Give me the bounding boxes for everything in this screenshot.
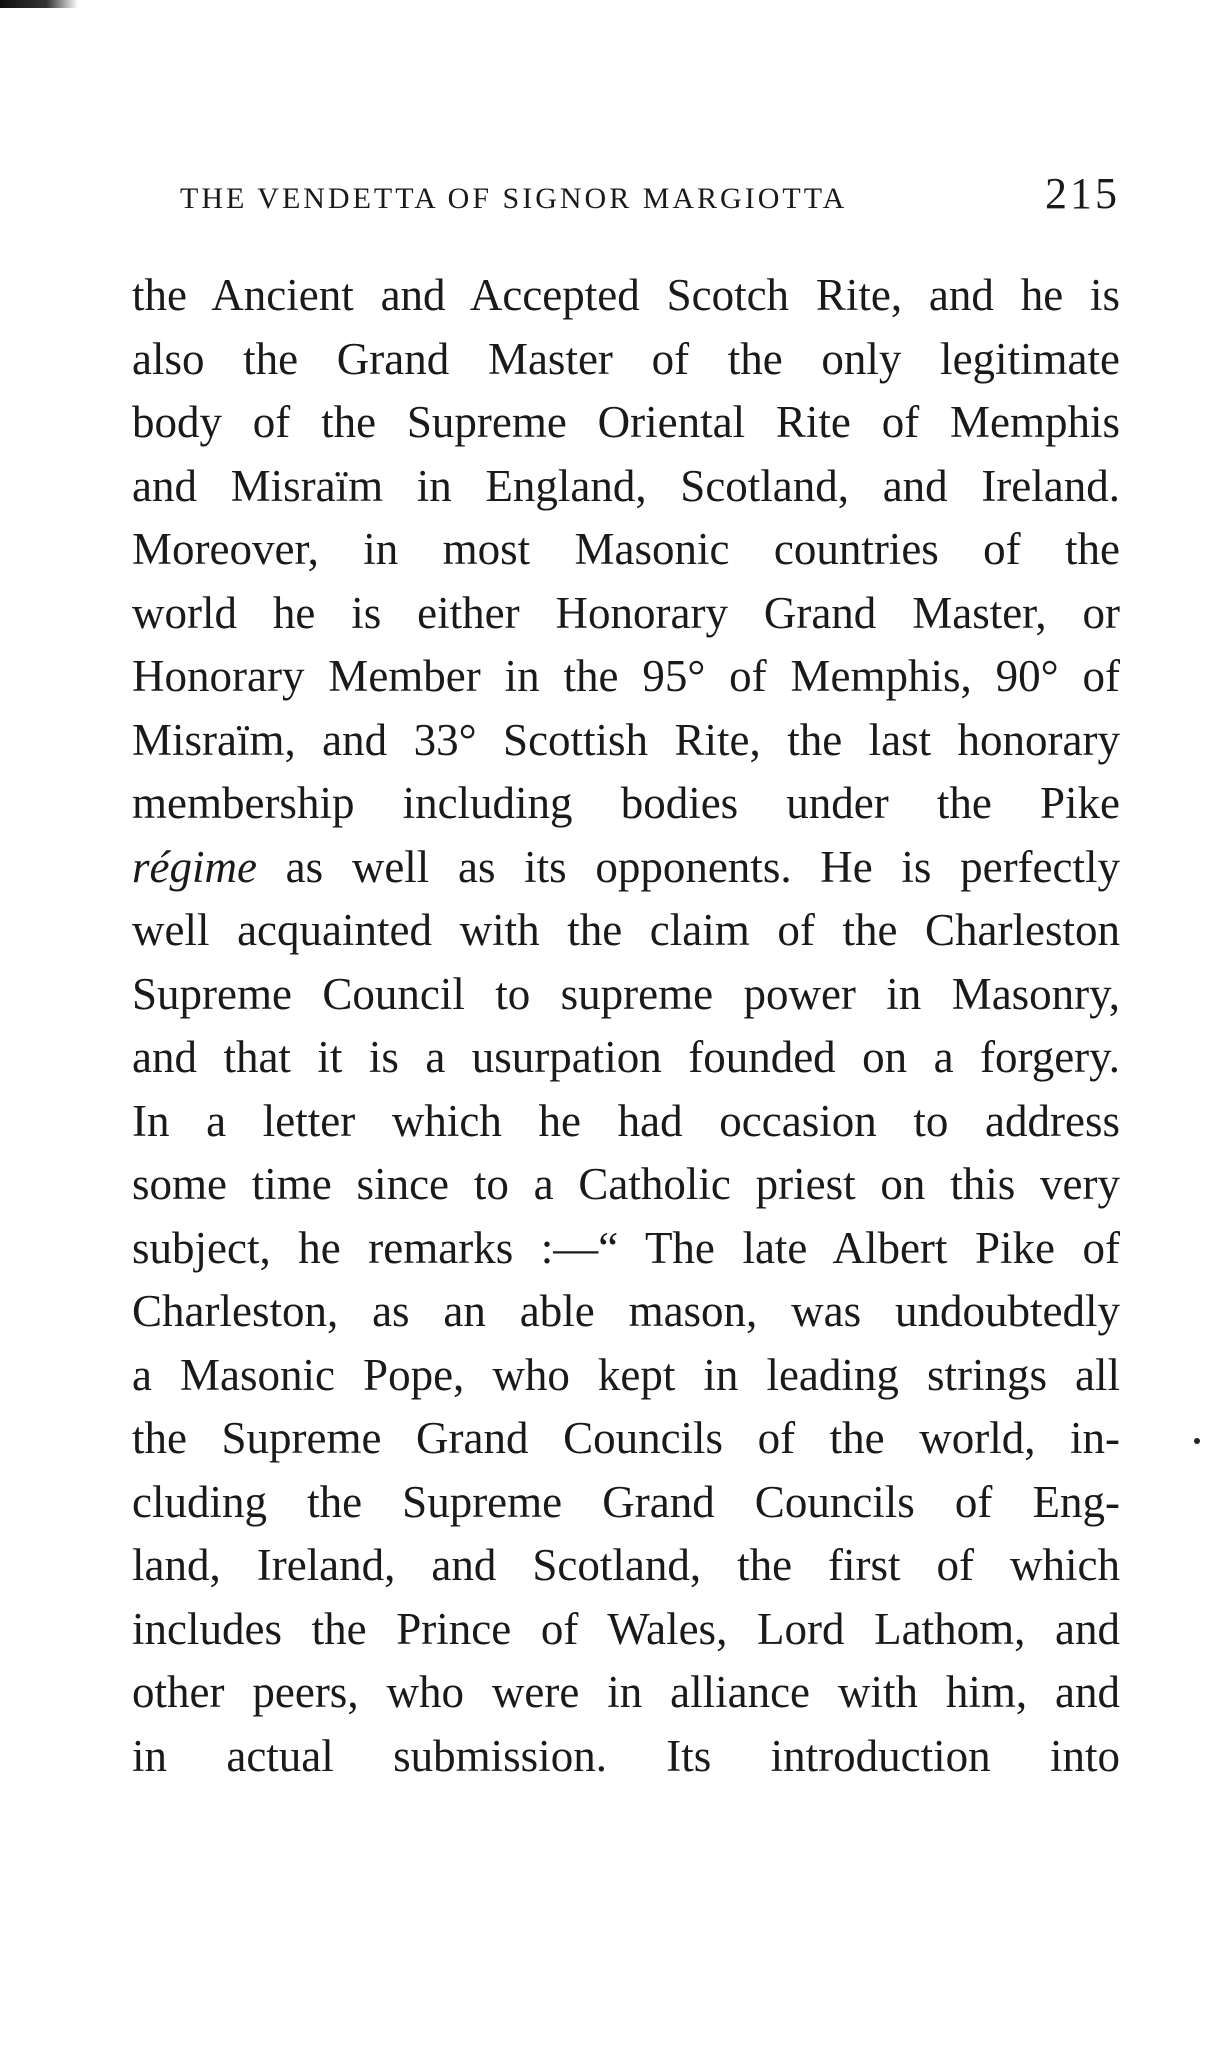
text-line-with-italic <box>132 836 1120 900</box>
text-line: Charleston, as an able mason, was undoubtedly <box>132 1286 1120 1336</box>
text-line: land, Ireland, and Scotland, the first of which <box>132 1540 1120 1590</box>
text-line: also the Grand Master of the only legitimate <box>132 333 1120 384</box>
text-line: In a letter which he had occasion to address <box>132 1095 1120 1146</box>
margin-speck <box>1194 1438 1200 1444</box>
text-line: a Masonic Pope, who kept in leading strings all <box>132 1349 1120 1400</box>
text-line: world he is either Honorary Grand Master, or <box>132 587 1120 638</box>
text-line: Moreover, in most Masonic countries of the <box>132 524 1120 574</box>
text-line: Honorary Member in the 95° of Memphis, 90° of <box>132 651 1120 701</box>
page-header <box>180 168 1120 228</box>
page-number: 215 <box>1045 169 1120 218</box>
text-line: and Misraïm in England, Scotland, and Ireland. <box>132 460 1120 511</box>
text-line: in actual submission. Its introduction into <box>132 1730 1120 1781</box>
body-text <box>132 264 1120 1788</box>
text-line-rest: as well as its opponents. He is perfectly <box>285 841 1120 892</box>
text-line: the Ancient and Accepted Scotch Rite, and he is <box>132 270 1120 320</box>
text-line: subject, he remarks :—“ The late Albert Pike of <box>132 1222 1120 1273</box>
text-line: the Supreme Grand Councils of the world, in- <box>132 1413 1120 1463</box>
text-line: membership including bodies under the Pike <box>132 778 1120 828</box>
text-line: cluding the Supreme Grand Councils of Eng- <box>132 1476 1120 1527</box>
text-line: Supreme Council to supreme power in Masonry, <box>132 968 1120 1019</box>
running-title: THE VENDETTA OF SIGNOR MARGIOTTA <box>180 182 848 215</box>
text-line: well acquainted with the claim of the Charleston <box>132 905 1120 955</box>
italic-word: régime <box>132 841 257 892</box>
text-line: body of the Supreme Oriental Rite of Memphis <box>132 397 1120 447</box>
scan-edge-mark <box>0 0 78 8</box>
text-line: includes the Prince of Wales, Lord Lathom, and <box>132 1603 1120 1654</box>
text-line: some time since to a Catholic priest on this very <box>132 1159 1120 1209</box>
text-line: and that it is a usurpation founded on a forgery. <box>132 1032 1120 1082</box>
text-line: Misraïm, and 33° Scottish Rite, the last honorary <box>132 714 1120 765</box>
text-line: other peers, who were in alliance with him, and <box>132 1667 1120 1717</box>
